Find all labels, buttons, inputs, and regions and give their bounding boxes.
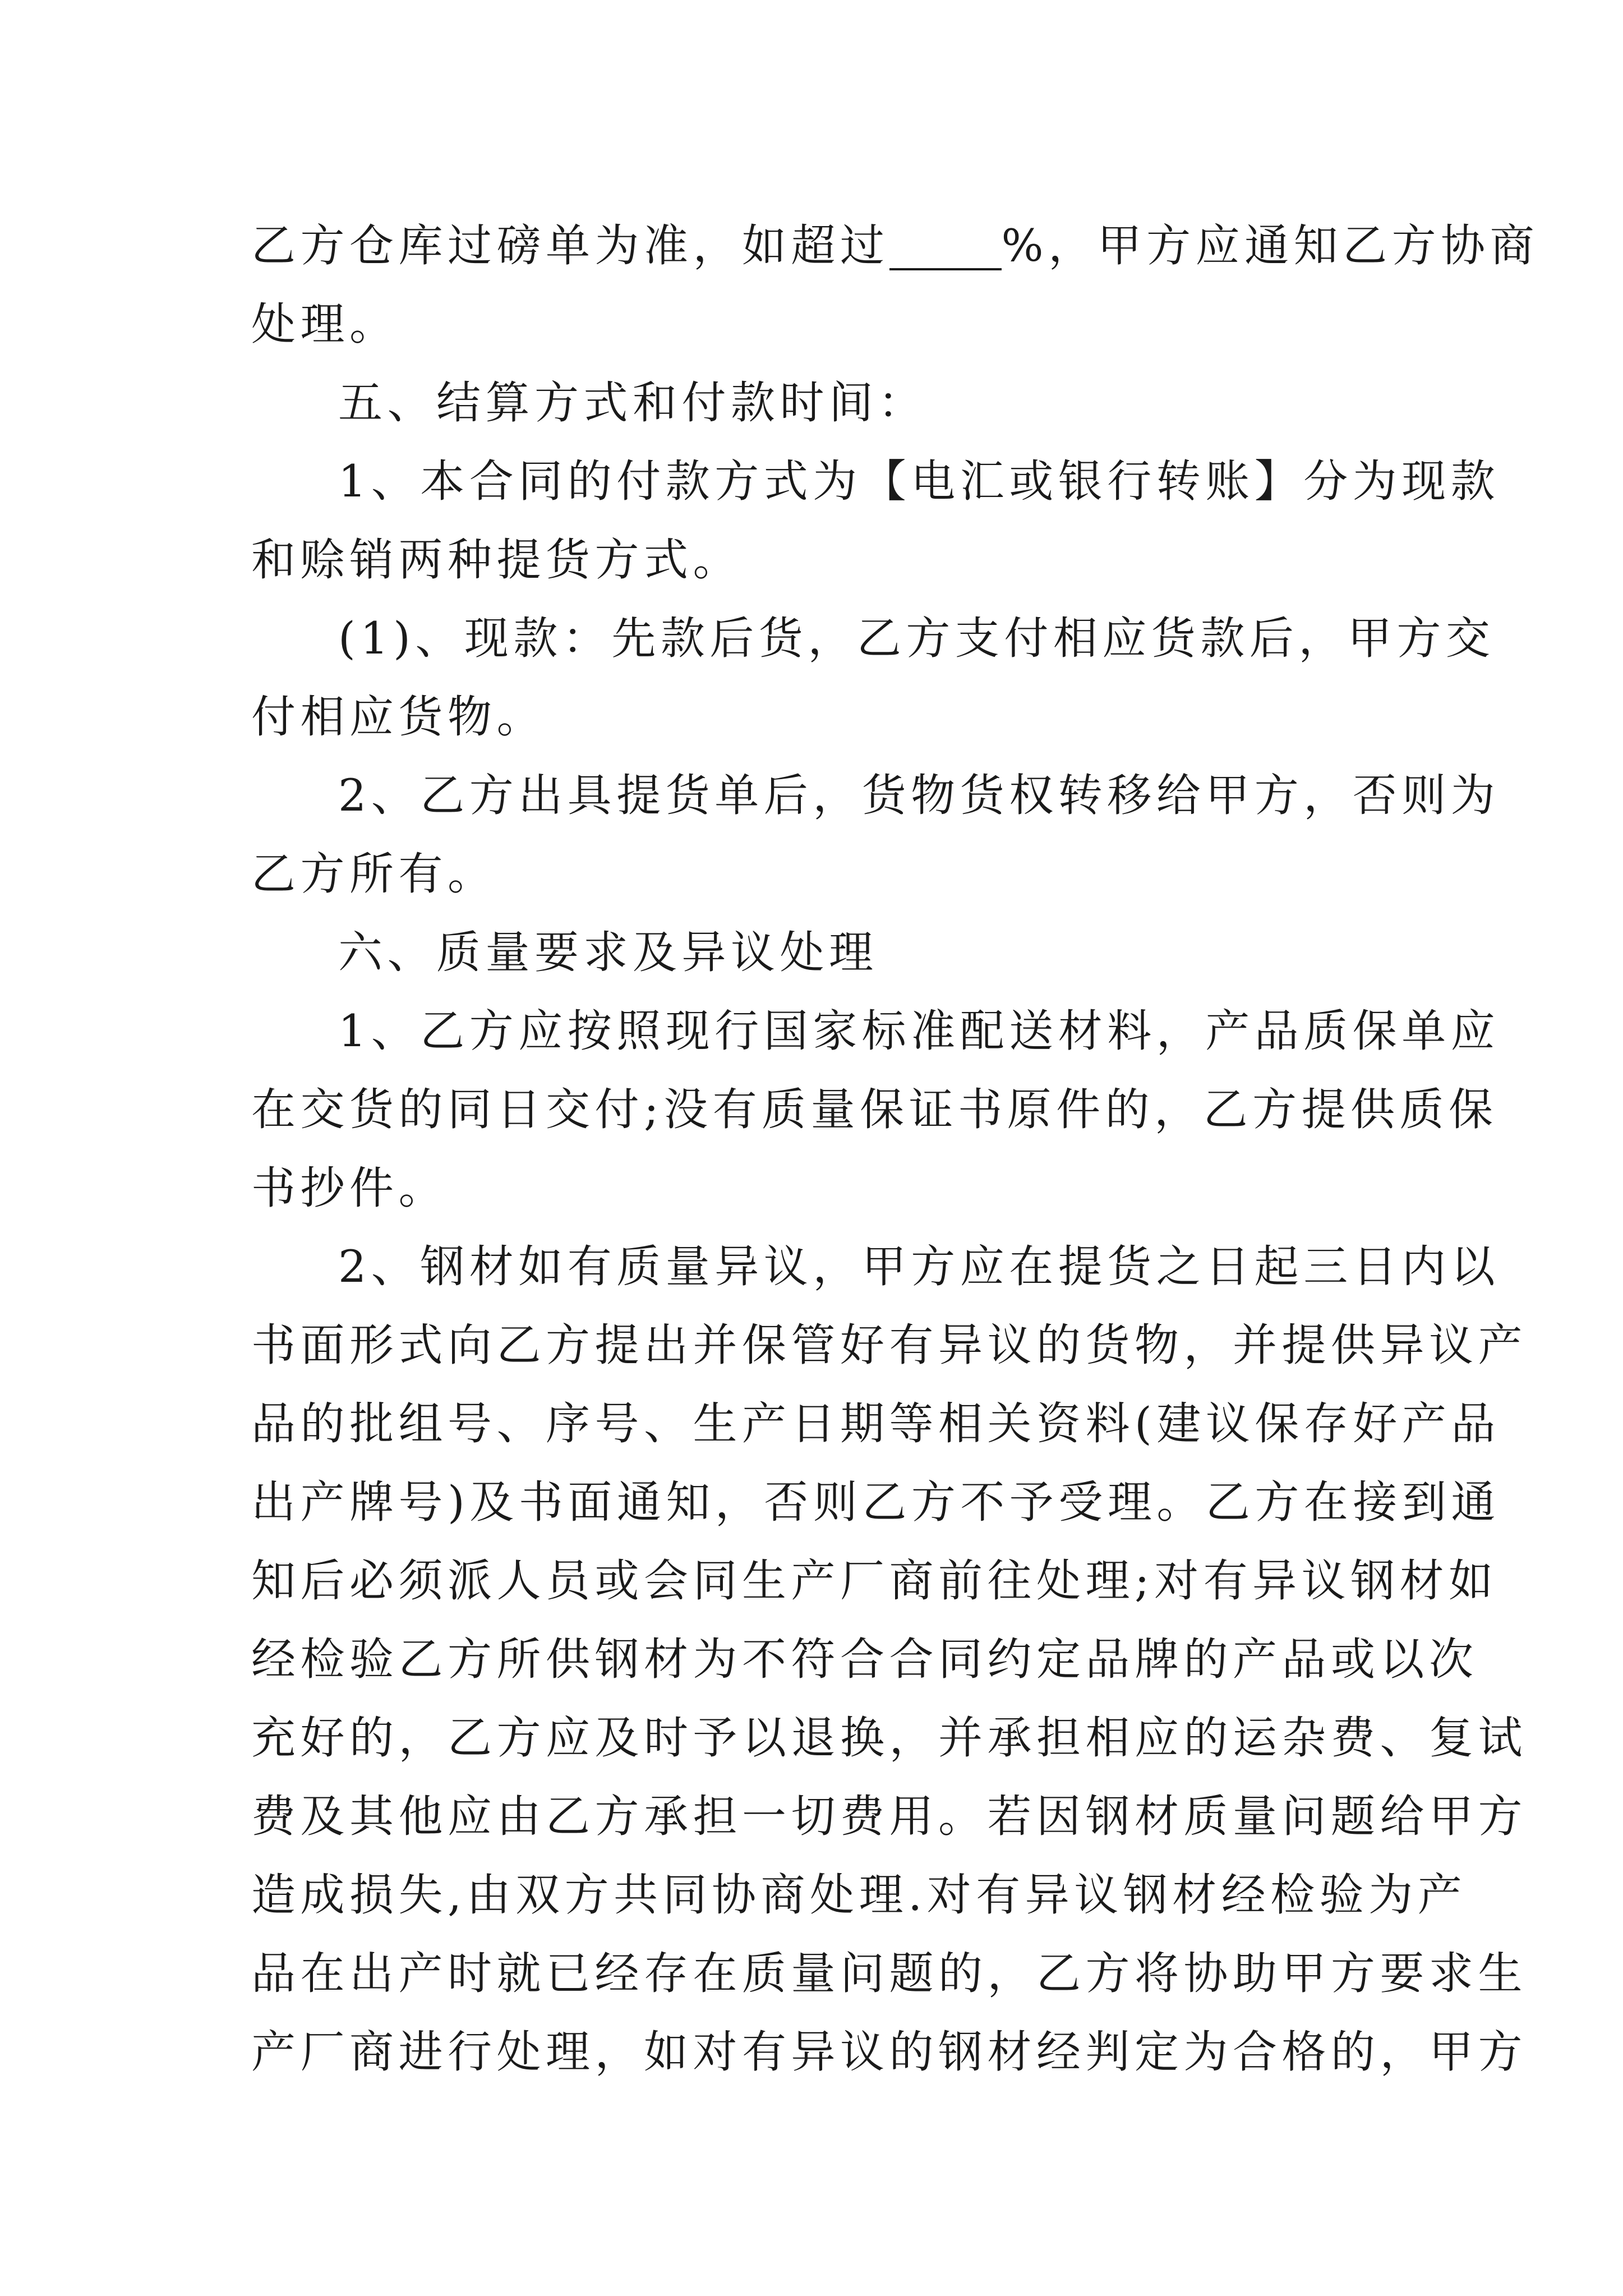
section-heading: 六、质量要求及异议处理 xyxy=(338,927,878,978)
paragraph-line: 乙方所有。 xyxy=(251,848,497,900)
paragraph-line: 1、本合同的付款方式为【电汇或银行转账】分为现款 xyxy=(338,455,1500,507)
paragraph-line: 品的批组号、序号、生产日期等相关资料(建议保存好产品 xyxy=(251,1398,1500,1450)
paragraph-line: 在交货的同日交付;没有质量保证书原件的，乙方提供质保 xyxy=(251,1084,1498,1135)
paragraph-line: 2、钢材如有质量异议，甲方应在提货之日起三日内以 xyxy=(338,1241,1500,1292)
paragraph-line: 1、乙方应按照现行国家标准配送材料，产品质保单应 xyxy=(338,1005,1500,1057)
paragraph-line: 知后必须派人员或会同生产厂商前往处理;对有异议钢材如 xyxy=(251,1555,1498,1607)
paragraph-line: 2、乙方出具提货单后，货物货权转移给甲方，否则为 xyxy=(338,770,1500,821)
paragraph-line xyxy=(251,206,1539,285)
paragraph-line: 产厂商进行处理，如对有异议的钢材经判定为合格的，甲方 xyxy=(251,2026,1527,2078)
paragraph-line: 处理。 xyxy=(251,298,399,350)
paragraph-line: 造成损失,由双方共同协商处理.对有异议钢材经检验为产 xyxy=(251,1869,1467,1921)
paragraph-line: (1)、现款：先款后货，乙方支付相应货款后，甲方交 xyxy=(338,613,1495,664)
line-text: 乙方仓库过磅单为准，如超过 xyxy=(251,220,889,272)
paragraph-line: 经检验乙方所供钢材为不符合合同约定品牌的产品或以次 xyxy=(251,1634,1478,1685)
paragraph-line: 和赊销两种提货方式。 xyxy=(251,534,742,586)
paragraph-line: 付相应货物。 xyxy=(251,691,546,743)
paragraph-line: 出产牌号)及书面通知，否则乙方不予受理。乙方在接到通 xyxy=(251,1476,1500,1528)
fill-in-blank xyxy=(889,229,1002,270)
line-text: %，甲方应通知乙方协商 xyxy=(1001,220,1539,272)
paragraph-line: 充好的，乙方应及时予以退换，并承担相应的运杂费、复试 xyxy=(251,1712,1527,1764)
paragraph-line: 费及其他应由乙方承担一切费用。若因钢材质量问题给甲方 xyxy=(251,1791,1527,1842)
section-heading: 五、结算方式和付款时间： xyxy=(338,377,927,429)
paragraph-line: 书抄件。 xyxy=(251,1162,448,1214)
paragraph-line: 书面形式向乙方提出并保管好有异议的货物，并提供异议产 xyxy=(251,1319,1527,1371)
paragraph-line: 品在出产时就已经存在质量问题的，乙方将协助甲方要求生 xyxy=(251,1948,1527,1999)
